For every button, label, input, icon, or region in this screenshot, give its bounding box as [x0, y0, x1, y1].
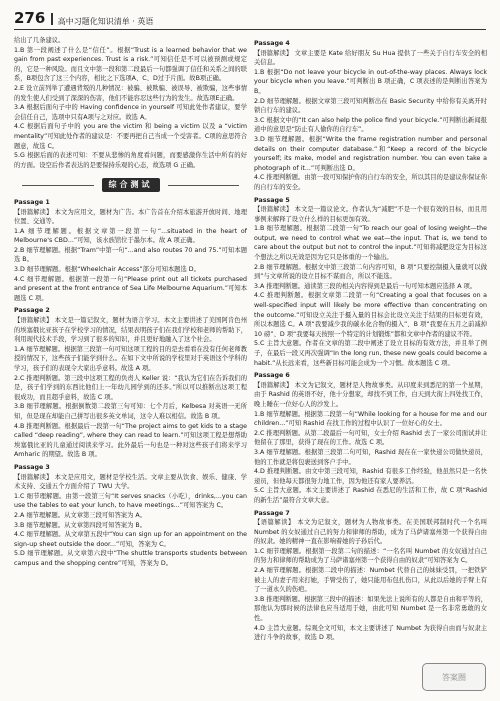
answer-paragraph: 4.C 细节理解题。从文章第五段中“You can sign up for an appointment on the sign-up sheet outside the door...”可知，答案为 C。	[14, 531, 247, 548]
answer-paragraph: 1.A 细节理解题。根据第三段第一句可知这项工程的目的是去看看在没有任何老师教授的情况下，这些孩子们能学到什么。在如下文中所说的学校里对于英语这个学科的学习，孩子们的表现令大家出乎意料。故选 A 项。	[14, 345, 247, 372]
answer-paragraph: 3.D 细节理解题。根据“Write the frame registration number and personal details on their computer database.”和“Keep a record of the bicycle yourself; its make, model and registration number. You can even take a photograph of it...”可判断出选 D。	[254, 135, 487, 172]
answer-paragraph: 2.B 细节理解题。根据“Tram”中第一句“...and also routes 70 and 75.”可知本题选 B。	[14, 246, 247, 264]
watermark-stamp	[422, 663, 486, 691]
answer-paragraph: 【语篇解读】 本文为记叙文，题材为人物故事类。在美国联邦制时代一个名叫 Numbet 的女奴通过自己的努力和律师的帮助，成为了马萨诸塞州第一个获得自由的奴隶。她的精神一直在影响着她的子孙后代。	[254, 519, 487, 546]
answer-paragraph: 3.D 细节理解题。根据“Wheelchair Access”部分可知本题选 D。	[14, 266, 200, 274]
section-heading-label: 综合测试	[102, 178, 160, 192]
answer-paragraph: 2.C 推理判断题。从第二段最后一句可知，女士介绍 Rashid 去了一家公司面试并让他留在了那里，获得了现在的工作。故选 C 项。	[254, 429, 487, 447]
answer-paragraph: 2.E 设立前列举了遭遇背叛的几种情况：被骗、被欺骗、被误导、被欺骗，这些事情的发生使人们受到了深深的伤害，他们不能容忍这些行为的发生。故选项E正确。	[14, 84, 247, 102]
answer-paragraph: 3.C 根据文中的“It can also help the police find your bicycle.”可判断出新闻报道中的意思是“防止有人偷你的自行车”。	[254, 116, 487, 134]
passage-heading: Passage 3	[14, 463, 50, 471]
header-title: 高中习题化知识清单 · 英语	[57, 17, 154, 26]
answer-paragraph: 5.C 主旨大意题。本文主要讲述了 Rashid 在悉尼的生活和工作，故 C 项“Rashid 的新生活”最符合文章大意。	[254, 487, 487, 504]
answer-paragraph: 【语篇解读】 本文是一篇记叙文，题材为语言学习。本文主要讲述了美国阿肯色州的埃塞俄比亚孩子在学校学习的情况，结果表明孩子们在我们学校和老师的帮助下，利用现代技术手段，学习到了很多的知识，并且更好地融入了这个社会。	[14, 317, 247, 344]
answer-paragraph: 2.B 细节理解题。根据文中第三段第二句内容可知，B 项“只要控制摄入量就可以做到”与文章所说的设立目标不谋而合，所以不能选。	[254, 263, 487, 281]
answer-paragraph: 4.C 细节理解题。根据第一段第一句“Please print out all tickets purchased and present at the front entrance of Sea Life Melbourne Aquarium.”可知本题选 C 项。	[14, 275, 247, 302]
section-heading	[14, 178, 247, 192]
left-column	[14, 36, 247, 696]
right-column	[254, 36, 487, 696]
answer-paragraph: 1.B 细节理解题。根据第二段第一句“While looking for a house for me and our children...”可知 Rashid 在找工作的过程中认识了一位好心的女士。	[254, 410, 487, 428]
answer-paragraph: 3.B 细节理解题。从文章第四段可知答案为 B。	[14, 521, 146, 529]
answer-paragraph: 1.C 细节理解题。根据第一段第二句的描述：“一名名叫 Numbet 的女奴通过自己的努力和律师的帮助成为了马萨诸塞州第一个获得自由的奴隶”可知答案为 C。	[254, 547, 487, 565]
passage-heading: Passage 2	[14, 307, 50, 315]
answer-paragraph: 1.B 第一段阐述了什么是“信任”。根据“Trust is a learned behavior that we gain from past experiences. Trust is a risk.”可知信任是不可以被预测或规定的，它是一种风险。而且文中第一段和第二段最后一句都强调了信任和关系之间的联系，B项包含了这三个内容，相比之下选项A、C、D过于片面。故B项正确。	[14, 46, 247, 83]
answer-paragraph: 4.C 推理判断题。根据文章第二段第一句“Creating a goal that focuses on a well-specified input will likely be more effective than concentrating on the outcome.”可知设立关注于摄入量的目标会比设立关注于结果的目标更有效，所以本题选 C。A 项“我要减少我的碳水化合物的摄入”、B 项“我要在五月之前减掉 10 磅”、D 项“我要每天按照一个特定的计划锻炼”都和文章中作者的建议不符。	[254, 292, 487, 338]
page-header	[14, 10, 486, 30]
answer-paragraph: 4.C 根据后面句子中的 you are the victim 和 being a victim 以及 a “victim mentality”可知此处作者的建议是：不要再把自己当成一个受害者。C项的意思符合题意，故选 C。	[14, 123, 247, 150]
answer-paragraph: 1.B 细节理解题。根据第二段第一句“To reach our goal of losing weight—the output, we need to control what we eat—the input. That is, we tend to care about the output but not to control the input.”可知将减肥设定为目标这个想法之所以无效是因为它只是体重的一个输出。	[254, 225, 487, 262]
page-number: 276	[14, 9, 46, 27]
answer-paragraph: 【语篇解读】 本文为应用文，题材为广告。本广告首在介绍本旅游开放时间、地理位置、交通等。	[14, 208, 247, 226]
answer-paragraph: 1.A 细节理解题。根据文章第一段第一句“...situated in the heart of Melbourne's CBD...”可知，该水族馆位于墨尔本。故 A 项正确。	[14, 227, 247, 245]
answer-paragraph: 【语篇解读】 文章主要是 Kate 给好朋友 Su Hua 提供了一些关于自行车安全的相关信息。	[254, 49, 487, 67]
answer-paragraph: 4.D 主旨大意题。综观全文可知，本文主要讲述了 Numbet 为获得自由而与奴隶主进行斗争的故事，故选 D 项。	[254, 624, 487, 642]
answer-paragraph: 【语篇解读】 本文为记叙文，题材是人物故事类。从印度来到悉尼的第一个星期，由于 Rashid 的英语不好，他十分想家，却找不到工作，白天到大街上四处找工作，晚上睡在一位好心人的沙发上。	[254, 381, 487, 408]
answer-paragraph: 1.B 根据“Do not leave your bicycle in out-of-the-way places. Always lock your bicycle when you leave.”可判断出 B 项正确，C 项表述的是判断出答案为 B。	[254, 68, 487, 95]
answer-paragraph: 3.B 推理判断题。根据第三段中的描述：如果先法上说所有的人都是自由和平等的，那他认为那时候的法律也应当适用于她，由此可知 Numbet 是一名非常勇敢的女性。	[254, 595, 487, 623]
passage-heading: Passage 1	[14, 198, 50, 206]
answer-paragraph: 3.B 细节理解题。根据倒数第二段第三句可知：七个月后，Kelbesa 对英语一无所知，但是现在却能自己拼写出很多英文单词，这令人难以相信。故选 B 项。	[14, 403, 247, 420]
answer-paragraph: 【语篇解读】 本文是应用文，题材是学校生活。文章主要从饮食、娱乐、健康、学术支持、交通五个方面介绍了 TWU 大学。	[14, 473, 247, 491]
answer-paragraph: 4.C 推理判断题。由第一段可知保护你的自行车的安全，所以其目的是建议你保证你的自行车的安全。	[254, 174, 487, 191]
passage-heading: Passage 5	[254, 196, 290, 204]
answer-paragraph: 3.A 细节理解题。根据第三段第二句可知，Rashid 现在在一家快递公司做快递员，他的工作就是将包裹送到客户手中。	[254, 448, 487, 466]
answer-paragraph: 4.D 推理判断题。由文中第三段可知，Rashid 有很多工作经验，他虽然只是一名快递员，但他每天都很努力地工作，因为他还有家人要养活。	[254, 468, 487, 485]
passage-heading: Passage 4	[254, 40, 290, 47]
answer-paragraph: 5.C 主旨大意题。作者在文章的第二段中阐述了设立目标的有效方法，并且举了例子，在最后一段又再次强调“In the long run, these new goals could become a habit.”从长远来看，这些新目标可能会成为一个习惯。故本题选 C 项。	[254, 340, 487, 367]
answer-paragraph: 1.C 细节理解题。由第一段第三句“It serves snacks（小吃），drinks,...you can use the tables to eat your lunch, to have meetings...”可知答案为 C。	[14, 492, 247, 510]
answer-paragraph: 5.G 根据后面的表述可知：不要从悲惨的角度看问题，而要感激你生活中所有的好的方面。设空后作者表达的是要保持乐观的心态，故选项 G 正确。	[14, 152, 247, 169]
answer-paragraph: 3.A 推理判断题。通读第三段的相关内容得到是最后一句可知本题应选择 A 项。	[254, 282, 477, 290]
answer-paragraph: 2.C 推理判断题。第三段中这项工程的负责人 Keller 说：“我认为它们在告诉我们的是，孩子们学到的东西比他们上一年幼儿园学到的还多。”所以可以推断出这项工程很成功，而且超乎意料，故选 C 项。	[14, 374, 247, 401]
answer-paragraph: 4.B 推理判断题。根据最后一段第一句“The project aims to get kids to a stage called “deep reading”, where they can read to learn.”可知这项工程是想帮助埃塞俄比亚的儿童通过阅读来学习。此外最后一句也是一种对这些孩子们将来学习 Amharic 的期望。故选 B 项。	[14, 422, 247, 459]
answer-paragraph: 2.D 细节理解题。根据文章第三段可知判断出在 Basic Security 中给你有关离开时锁自行车的建议。	[254, 97, 487, 115]
answer-paragraph: 3.A 根据后面句子中的 Having confidence in yourself 可知此处作者建议，要学会信任自己，选项中只有A项与之对应。故选 A。	[14, 104, 247, 121]
answer-paragraph: 2.A 细节理解题。从文章第三段可知答案为 A。	[14, 511, 146, 519]
answer-paragraph: 5.D 细节理解题。从文章第六段中“The shuttle transports students between campus and the shopping centre”可知，答案为 D。	[14, 550, 247, 567]
answer-paragraph: 【语篇解读】 本文是一篇议论文。作者认为“减肥”不是一个很有效的目标，而且用事例来解释了设立什么样的目标更加有效。	[254, 206, 487, 223]
passage-heading: Passage 6	[254, 372, 290, 380]
passage-heading: Passage 7	[254, 509, 290, 517]
answer-paragraph: 给出了几条建议。	[14, 37, 65, 44]
stamp-text: 答案圈	[442, 672, 466, 682]
header-divider	[51, 13, 52, 25]
answer-paragraph: 2.A 细节理解题。根据第二段中的描述：Numbet 代替自己的妹妹受罚，一把铁铲被主人的妻子用来打她，手臂受伤了，她只能用布包扎伤口，从此以后她的手臂上有了一道永久的伤疤。	[254, 567, 487, 594]
